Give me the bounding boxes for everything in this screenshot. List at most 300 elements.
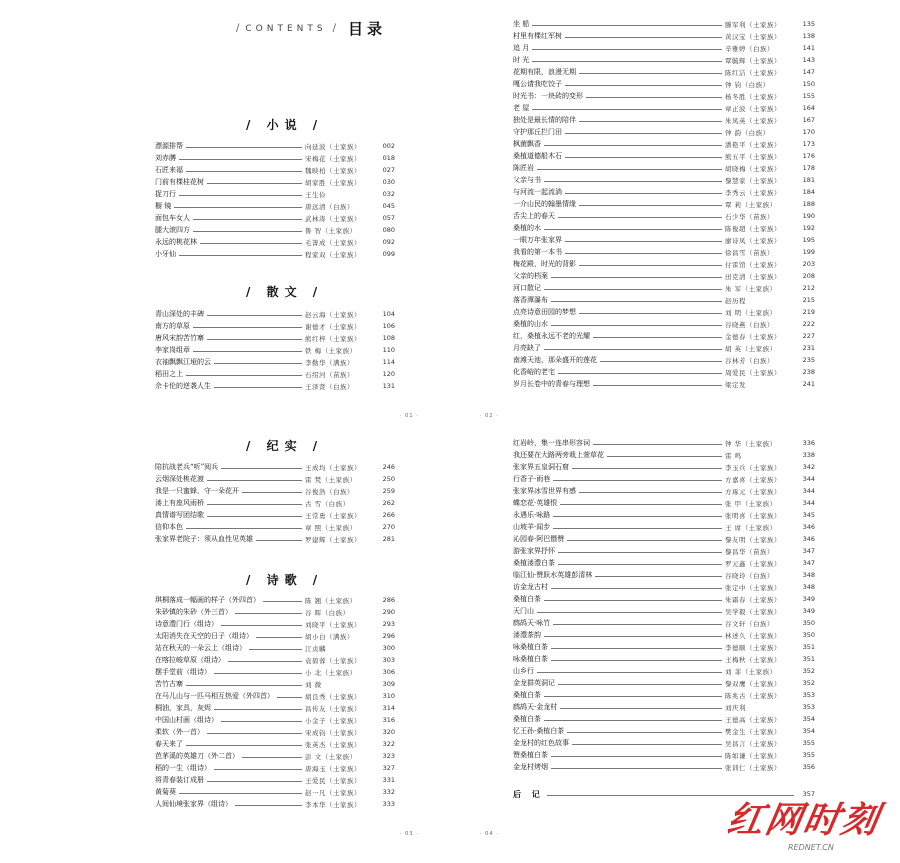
entry-page: 176: [802, 152, 815, 160]
entry-author: 张英杰（土家族）: [305, 740, 361, 749]
entry-page: 192: [802, 224, 815, 232]
toc-entry: [513, 497, 815, 509]
entry-page: 350: [802, 631, 815, 639]
entry-author: 赵一凡（土家族）: [305, 788, 361, 797]
entry-author: 付雷馆（土家族）: [725, 260, 781, 269]
leader-line: [565, 193, 722, 194]
entry-page: 222: [802, 320, 815, 328]
entry-author: 李玉兵（土家族）: [725, 463, 781, 472]
entry-author: 罗建辉（土家族）: [305, 535, 361, 544]
toc-entry: [513, 210, 815, 222]
toc-entry: [155, 714, 395, 726]
entry-author: 宋成钧（土家族）: [305, 728, 361, 737]
leader-line: [551, 768, 722, 769]
toc-entry: [155, 750, 395, 762]
entry-title: 溇澧茶韵: [513, 631, 541, 639]
entry-page: 150: [802, 80, 815, 88]
entry-author: 唐海玉（土家族）: [305, 764, 361, 773]
entry-title: 摆手堂前（组诗）: [155, 668, 211, 676]
prose-list: [155, 308, 395, 392]
entry-page: 178: [802, 164, 815, 172]
entry-title: 芭茅溪的英雄刀（外二首）: [155, 752, 239, 760]
entry-author: 覃 莉（土家族）: [725, 200, 777, 209]
entry-title: 化香峪的老宅: [513, 368, 555, 376]
entry-page: 080: [382, 226, 395, 234]
entry-title: 南滩天池，那朵盛开的莲花: [513, 356, 597, 364]
entry-page: 259: [382, 487, 395, 495]
leader-line: [565, 85, 722, 86]
entry-page: 231: [802, 344, 815, 352]
entry-author: 樊金生（土家族）: [725, 727, 781, 736]
entry-title: 咏桑植白茶: [513, 643, 548, 651]
leader-line: [544, 600, 722, 601]
leader-line: [579, 313, 722, 314]
leader-line: [186, 685, 302, 686]
entry-author: 武林涛（土家族）: [305, 214, 361, 223]
leader-line: [193, 327, 302, 328]
toc-entry: [513, 653, 815, 665]
entry-page: 030: [382, 178, 395, 186]
entry-author: 黎慧家（土家族）: [725, 176, 781, 185]
entry-title: 苦竹古寨: [155, 680, 183, 688]
leader-line: [207, 339, 302, 340]
toc-entry: [155, 320, 395, 332]
entry-title: 黄菊葵: [155, 788, 176, 796]
entry-author: 陈兆古（土家族）: [725, 691, 781, 700]
leader-line: [207, 781, 302, 782]
entry-title: 鹧鸪天·咏竹: [513, 619, 551, 627]
entry-title: 太阳消失在天空的日子（组诗）: [155, 632, 253, 640]
toc-entry: [155, 152, 395, 164]
toc-entry: [155, 461, 395, 473]
entry-title: 刘赤膊: [155, 154, 176, 162]
entry-title: 父亲与书: [513, 176, 541, 184]
entry-page: 293: [382, 620, 395, 628]
entry-author: 胡 英（土家族）: [725, 344, 777, 353]
entry-title: 守护那丘拦门田: [513, 128, 562, 136]
entry-author: 王生俭: [305, 190, 326, 199]
entry-page: 188: [802, 200, 815, 208]
entry-title: 稻田之上: [155, 370, 183, 378]
leader-line: [565, 241, 722, 242]
leader-line: [553, 528, 722, 529]
entry-title: 父亲的档案: [513, 272, 548, 280]
entry-page: 215: [802, 296, 815, 304]
entry-author: 王常勇（土家族）: [305, 511, 361, 520]
entry-author: 江贞麟: [305, 644, 326, 653]
entry-page: 342: [802, 463, 815, 471]
entry-title: 舌尖上的春天: [513, 212, 555, 220]
entry-title: 真情谱写团结歌: [155, 511, 204, 519]
leader-line: [572, 744, 722, 745]
leader-line: [263, 601, 302, 602]
entry-author: 小金子（土家族）: [305, 716, 361, 725]
toc-entry: [155, 212, 395, 224]
entry-page: 354: [802, 715, 815, 723]
entry-page: 347: [802, 559, 815, 567]
entry-page: 286: [382, 596, 395, 604]
toc-entry: [513, 102, 815, 114]
entry-title: 将青春装订成册: [155, 776, 204, 784]
leader-line: [221, 721, 302, 722]
leader-line: [560, 708, 722, 709]
toc-entry: [155, 380, 395, 392]
entry-title: 桑植的山水: [513, 320, 548, 328]
leader-line: [532, 109, 722, 110]
leader-line: [193, 219, 302, 220]
entry-title: 桐油，家具，灰烬: [155, 704, 211, 712]
entry-title: 游张家界抒怀: [513, 547, 555, 555]
entry-author: 陈 翘（土家族）: [305, 596, 357, 605]
entry-title: 咏桑植白茶: [513, 655, 548, 663]
entry-author: 钟 华（土家族）: [725, 439, 777, 448]
entry-title: 金龙群英洞记: [513, 679, 555, 687]
entry-title: 柔软（外一首）: [155, 728, 204, 736]
leader-line: [595, 576, 722, 577]
entry-title: 在马儿山与一匹马相互热爱（外四首）: [155, 692, 274, 700]
entry-author: 杨冬胜（土家族）: [725, 92, 781, 101]
toc-entry: [513, 78, 815, 90]
entry-title: 时光书：一块砖的变形: [513, 92, 583, 100]
page-number: · 01 ·: [400, 413, 419, 419]
entry-title: 月亮缺了: [513, 344, 541, 352]
entry-title: 桑植溇澧白茶: [513, 559, 555, 567]
toc-entry: [513, 18, 815, 30]
entry-page: 092: [382, 238, 395, 246]
toc-entry: [155, 606, 395, 618]
entry-author: 唐远清（白族）: [305, 202, 354, 211]
leader-line: [207, 183, 302, 184]
entry-page: 350: [802, 619, 815, 627]
entry-page: 195: [802, 236, 815, 244]
toc-entry: [513, 294, 815, 306]
entry-title: 鹧鸪天·金龙村: [513, 703, 558, 711]
entry-author: 程家双（土家族）: [305, 250, 361, 259]
leader-line: [544, 289, 722, 290]
toc-entry: [155, 176, 395, 188]
page-number: · 03 ·: [400, 831, 419, 837]
toc-entry: [155, 473, 395, 485]
leader-line: [565, 133, 722, 134]
entry-title: 与河流一起流淌: [513, 188, 562, 196]
entry-page: 348: [802, 571, 815, 579]
toc-entry: [155, 308, 395, 320]
toc-entry: [513, 449, 815, 461]
leader-line: [277, 697, 302, 698]
toc-entry: [513, 234, 815, 246]
toc-entry: [513, 749, 815, 761]
entry-title: 在喀拉峻草原（组诗）: [155, 656, 225, 664]
entry-page: 306: [382, 668, 395, 676]
entry-title: 中国山村画（组诗）: [155, 716, 218, 724]
entry-page: 246: [382, 463, 395, 471]
leader-line: [567, 732, 722, 733]
toc-entry: [513, 54, 815, 66]
page-number: · 04 ·: [480, 831, 499, 837]
toc-entry: [155, 200, 395, 212]
toc-entry: [513, 66, 815, 78]
leader-line: [579, 121, 722, 122]
leader-line: [579, 265, 722, 266]
entry-author: 李秀云（土家族）: [725, 188, 781, 197]
toc-entry: [155, 140, 395, 152]
entry-page: 331: [382, 776, 395, 784]
entry-page: 353: [802, 703, 815, 711]
leader-line: [207, 504, 302, 505]
entry-author: 王爱民（土家族）: [305, 776, 361, 785]
entry-author: 黎双鹰（土家族）: [725, 679, 781, 688]
leader-line: [207, 733, 302, 734]
entry-page: 181: [802, 176, 815, 184]
entry-page: 110: [382, 346, 395, 354]
toc-entry: [513, 378, 815, 390]
entry-title: 赞桑植白茶: [513, 751, 548, 759]
leader-line: [579, 205, 722, 206]
toc-entry: [155, 666, 395, 678]
entry-title: 捉刀行: [155, 190, 176, 198]
entry-author: 赵云海（土家族）: [305, 310, 361, 319]
entry-page: 250: [382, 475, 395, 483]
entry-page: 323: [382, 752, 395, 760]
entry-title: 门前有棵桂花树: [155, 178, 204, 186]
entry-page: 303: [382, 656, 395, 664]
contents-label: CONTENTS: [245, 23, 327, 34]
entry-title: 山坡羊·闻步: [513, 523, 551, 531]
leader-line: [179, 793, 302, 794]
toc-entry: [513, 258, 815, 270]
toc-entry: [513, 354, 815, 366]
entry-title: 溇上有座风雨桥: [155, 499, 204, 507]
entry-title: 落香潭瀑布: [513, 296, 548, 304]
toc-entry: [155, 774, 395, 786]
entry-page: 002: [382, 142, 395, 150]
entry-page: 352: [802, 679, 815, 687]
entry-author: 刘庆利: [725, 703, 746, 712]
toc-entry: [155, 786, 395, 798]
entry-page: 296: [382, 632, 395, 640]
entry-page: 332: [382, 788, 395, 796]
leader-line: [179, 159, 302, 160]
leader-line: [551, 660, 722, 661]
toc-entry: [513, 150, 815, 162]
entry-title: 朱砂镇的朱砂（外三首）: [155, 608, 232, 616]
entry-page: 346: [802, 535, 815, 543]
entry-page: 155: [802, 92, 815, 100]
leader-line: [174, 207, 302, 208]
entry-page: 032: [382, 190, 395, 198]
entry-page: 351: [802, 655, 815, 663]
toc-entry: [513, 473, 815, 485]
entry-author: 雷 鸣: [725, 451, 742, 460]
entry-page: 147: [802, 68, 815, 76]
entry-author: 向延波（土家族）: [305, 142, 361, 151]
entry-author: 梁定发: [725, 380, 746, 389]
toc-entry: [513, 366, 815, 378]
entry-author: 王梅秋（土家族）: [725, 655, 781, 664]
leader-line: [532, 49, 722, 50]
entry-page: 309: [382, 680, 395, 688]
toc-entry: [513, 330, 815, 342]
leader-line: [558, 552, 722, 553]
page4-list: [513, 437, 815, 773]
toc-entry: [513, 713, 815, 725]
toc-entry: [513, 342, 815, 354]
leader-line: [214, 387, 302, 388]
section-heading-novel: / 小说 /: [246, 118, 324, 132]
entry-author: 黄汉宝（土家族）: [725, 32, 781, 41]
entry-page: 336: [802, 439, 815, 447]
page2-list: [513, 18, 815, 390]
leader-line: [553, 516, 722, 517]
toc-entry: [155, 738, 395, 750]
entry-page: 353: [802, 691, 815, 699]
entry-title: 张家界老院子：须从血性见英雄: [155, 535, 253, 543]
leader-line: [551, 648, 722, 649]
entry-author: 谷文轩（白族）: [725, 619, 774, 628]
entry-title: 桑植白茶: [513, 715, 541, 723]
toc-entry: [155, 497, 395, 509]
toc-entry: [155, 521, 395, 533]
leader-line: [179, 195, 302, 196]
entry-author: 鲁 智（土家族）: [305, 226, 357, 235]
toc-entry: [155, 485, 395, 497]
entry-author: 胡小白（满族）: [305, 632, 354, 641]
leader-line: [558, 373, 722, 374]
leader-line: [544, 720, 722, 721]
entry-title: 我看的第一本书: [513, 248, 562, 256]
leader-line: [544, 181, 722, 182]
entry-title: 小牙仙: [155, 250, 176, 258]
entry-author: 张定中（土家族）: [725, 583, 781, 592]
entry-page: 300: [382, 644, 395, 652]
entry-author: 石少华（苗族）: [725, 212, 774, 221]
toc-entry: [513, 701, 815, 713]
entry-author: 田克清（土家族）: [725, 272, 781, 281]
entry-author: 王 席（土家族）: [725, 523, 777, 532]
entry-title: 红，桑植永远不老的光耀: [513, 332, 590, 340]
page-number: · 02 ·: [480, 413, 499, 419]
entry-page: 167: [802, 116, 815, 124]
toc-entry: [513, 246, 815, 258]
entry-author: 王泽贤（白族）: [305, 382, 354, 391]
entry-page: 018: [382, 154, 395, 162]
entry-author: 钟 韵（白族）: [725, 128, 770, 137]
entry-author: 刘 明（土家族）: [725, 308, 777, 317]
entry-page: 320: [382, 728, 395, 736]
entry-author: 黎友明（土家族）: [725, 535, 781, 544]
entry-title: 青山深处的丰碑: [155, 310, 204, 318]
leader-line: [214, 709, 302, 710]
entry-page: 203: [802, 260, 815, 268]
entry-author: 金德春（土家族）: [725, 332, 781, 341]
entry-title: 永远的桃花林: [155, 238, 197, 246]
leader-line: [572, 468, 722, 469]
entry-author: 谷晓玲（白族）: [725, 571, 774, 580]
entry-title: 点亮诗意田园的梦想: [513, 308, 576, 316]
entry-title: 行香子·雨巷: [513, 475, 551, 483]
leader-line: [607, 456, 722, 457]
entry-author: 昌传友（土家族）: [305, 704, 361, 713]
entry-title: 追 月: [513, 44, 530, 52]
entry-page: 349: [802, 595, 815, 603]
entry-title: 枫菌飘香: [513, 140, 541, 148]
toc-entry: [513, 521, 815, 533]
entry-page: 344: [802, 475, 815, 483]
leader-line: [544, 229, 722, 230]
entry-title: 石匠来福: [155, 166, 183, 174]
leader-line: [207, 480, 302, 481]
entry-page: 114: [382, 358, 395, 366]
entry-title: 红岩岭，集一连串形容词: [513, 439, 590, 447]
leader-line: [565, 157, 722, 158]
entry-author: 周爱民（土家族）: [725, 368, 781, 377]
leader-line: [200, 243, 302, 244]
toc-entry: [513, 186, 815, 198]
entry-title: 诗意澧门行（组诗）: [155, 620, 218, 628]
entry-author: 古 雪（白族）: [305, 499, 350, 508]
entry-page: 348: [802, 583, 815, 591]
leader-line: [207, 315, 302, 316]
entry-author: 王德高（土家族）: [725, 715, 781, 724]
logo-sub: REDNET.CN: [788, 843, 834, 852]
leader-line: [553, 480, 722, 481]
poetry-list: [155, 594, 395, 810]
entry-author: 铁 梅（土家族）: [305, 346, 357, 355]
toc-entry: [155, 248, 395, 260]
leader-line: [558, 684, 722, 685]
entry-author: 方琢元（土家族）: [725, 487, 781, 496]
leader-line: [532, 25, 722, 26]
entry-title: 云烟深处桃花渡: [155, 475, 204, 483]
entry-title: 陪抗战老兵“听”阅兵: [155, 463, 219, 471]
toc-entry: [513, 270, 815, 282]
leader-line: [228, 661, 302, 662]
entry-title: 金龙村的红色故事: [513, 739, 569, 747]
entry-page: 349: [802, 607, 815, 615]
leader-line: [256, 540, 302, 541]
entry-page: 355: [802, 751, 815, 759]
leader-line: [593, 444, 722, 445]
toc-entry: [513, 533, 815, 545]
entry-page: 184: [802, 188, 815, 196]
page-title: 目录: [347, 20, 386, 38]
entry-title: 李家岗组章: [155, 346, 190, 354]
entry-author: 袁碧蓉（土家族）: [305, 656, 361, 665]
leader-line: [179, 255, 302, 256]
entry-author: 朱 军（土家族）: [725, 284, 777, 293]
toc-entry: [513, 665, 815, 677]
leader-line: [221, 468, 302, 469]
entry-title: 永遇乐·咏路: [513, 511, 551, 519]
entry-title: 一介山民的翰墨情缘: [513, 200, 576, 208]
toc-entry: [513, 581, 815, 593]
entry-title: 坐 船: [513, 20, 530, 28]
toc-entry: [155, 509, 395, 521]
entry-author: 陈红洁（土家族）: [725, 68, 781, 77]
entry-author: 王成均（土家族）: [305, 463, 361, 472]
entry-page: 131: [382, 382, 395, 390]
entry-title: 我是一只蜜蜂，守一朵花开: [155, 487, 239, 495]
toc-entry: [155, 594, 395, 606]
entry-page: 262: [382, 499, 395, 507]
entry-author: 胡良秀（土家族）: [305, 692, 361, 701]
toc-entry: [513, 617, 815, 629]
entry-page: 106: [382, 322, 395, 330]
entry-page: 290: [382, 608, 395, 616]
novel-list: [155, 140, 395, 260]
entry-author: 张明喜（土家族）: [725, 511, 781, 520]
leader-line: [593, 337, 722, 338]
